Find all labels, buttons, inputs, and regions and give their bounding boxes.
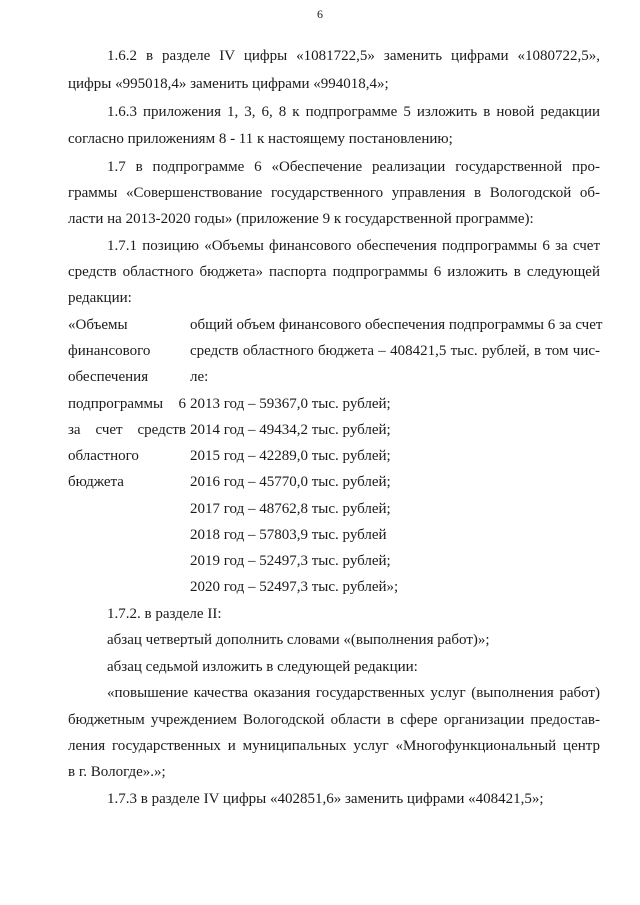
paragraph-1-7-1-line-2: средств областного бюджета» паспорта подпрограммы 6 изложить в следующей <box>68 264 600 280</box>
paragraph-1-7-1-line-3: редакции: <box>68 290 132 306</box>
table-year-2018: 2018 год – 57803,9 тыс. рублей <box>190 527 387 543</box>
quote-line-2: бюджетным учреждением Вологодской области в сфере организации предостав- <box>68 712 600 728</box>
table-total-line-1: общий объем финансового обеспечения подпрограммы 6 за счет <box>190 317 603 333</box>
paragraph-1-6-2-line-2: цифры «995018,4» заменить цифрами «994018,4»; <box>68 76 389 92</box>
paragraph-1-7-1-line-1: 1.7.1 позицию «Объемы финансового обеспечения подпрограммы 6 за счет <box>107 238 600 254</box>
table-label-line-3: обеспечения <box>68 369 149 385</box>
paragraph-1-6-2-line-1: 1.6.2 в разделе IV цифры «1081722,5» заменить цифрами «1080722,5», <box>107 48 600 64</box>
quote-line-1: «повышение качества оказания государственных услуг (выполнения работ) <box>107 685 600 701</box>
table-label-line-2: финансового <box>68 343 151 359</box>
table-year-2016: 2016 год – 45770,0 тыс. рублей; <box>190 474 391 490</box>
paragraph-1-7-line-1: 1.7 в подпрограмме 6 «Обеспечение реализации государственной про- <box>107 159 600 175</box>
page-number: 6 <box>317 7 323 21</box>
table-label-line-1: «Объемы <box>68 317 128 333</box>
table-label-line-4: подпрограммы 6 <box>68 396 186 412</box>
table-total-line-2: средств областного бюджета – 408421,5 тыс. рублей, в том чис- <box>190 343 600 359</box>
table-year-2015: 2015 год – 42289,0 тыс. рублей; <box>190 448 391 464</box>
table-year-2019: 2019 год – 52497,3 тыс. рублей; <box>190 553 391 569</box>
table-year-2020: 2020 год – 52497,3 тыс. рублей»; <box>190 579 399 595</box>
table-year-2014: 2014 год – 49434,2 тыс. рублей; <box>190 422 391 438</box>
table-total-line-3: ле: <box>190 369 209 385</box>
paragraph-1-7-line-3: ласти на 2013-2020 годы» (приложение 9 к государственной программе): <box>68 211 534 227</box>
table-year-2013: 2013 год – 59367,0 тыс. рублей; <box>190 396 391 412</box>
table-year-2017: 2017 год – 48762,8 тыс. рублей; <box>190 501 391 517</box>
quote-line-4: в г. Вологде».»; <box>68 764 166 780</box>
paragraph-1-7-3: 1.7.3 в разделе IV цифры «402851,6» заменить цифрами «408421,5»; <box>107 791 544 807</box>
paragraph-1-7-line-2: граммы «Совершенствование государственного управления в Вологодской об- <box>68 185 600 201</box>
table-label-line-7: бюджета <box>68 474 124 490</box>
paragraph-1-6-3-line-2: согласно приложениям 8 - 11 к настоящему постановлению; <box>68 131 453 147</box>
paragraph-abzac-7: абзац седьмой изложить в следующей редакции: <box>107 659 418 675</box>
quote-line-3: ления государственных и муниципальных услуг «Многофункциональный центр <box>68 738 600 754</box>
paragraph-1-7-2: 1.7.2. в разделе II: <box>107 606 222 622</box>
paragraph-abzac-4: абзац четвертый дополнить словами «(выполнения работ)»; <box>107 632 490 648</box>
table-label-line-6: областного <box>68 448 139 464</box>
table-label-line-5: за счет средств <box>68 422 186 438</box>
paragraph-1-6-3-line-1: 1.6.3 приложения 1, 3, 6, 8 к подпрограмме 5 изложить в новой редакции <box>107 104 600 120</box>
